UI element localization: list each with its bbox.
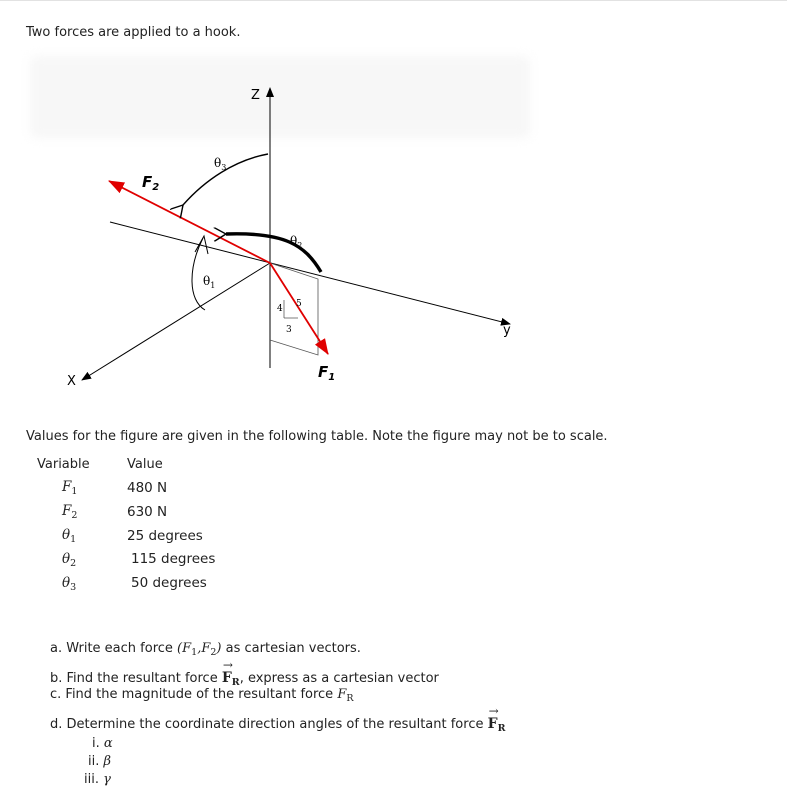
f2-vector [109,181,270,263]
z-axis-label: Z [251,88,260,103]
question-d: d. Determine the coordinate direction angles of the resultant force → $F_R$ [50,704,506,734]
table-row-value: 50 degrees [131,575,207,591]
table-row-value: 630 N [127,504,168,520]
theta1-label: $\theta_1$ [203,274,216,290]
y-axis-label: y [503,323,511,338]
question-d-item: i. α [92,736,113,751]
table-note: Values for the figure are given in the following table. Note the figure may not be to scale. [26,429,608,444]
question-c: c. Find the magnitude of the resultant force $F_R$ [50,687,354,704]
table-header-variable: Variable [37,457,90,472]
triangle-side-4: 4 [277,304,283,314]
theta3-arc [183,154,268,205]
table-row-value: 115 degrees [131,551,216,567]
table-header-value: Value [127,457,163,472]
question-b: b. Find the resultant force → $F_R$, express as a cartesian vector [50,658,439,688]
x-axis-label: X [67,374,76,389]
x-axis-line [82,263,270,380]
hook-force-figure [0,70,787,400]
table-row-variable: $\theta_2$ [62,551,77,569]
table-row-variable: $F_2$ [62,503,78,521]
f2-label: $F_2$ [142,173,160,193]
table-row-value: 480 N [127,480,168,496]
theta3-label: $\theta_3$ [214,156,227,172]
question-d-item: ii. β [88,754,112,769]
table-row-variable: $\theta_3$ [62,575,77,593]
f1-label: $F_1$ [318,363,336,383]
question-d-item: iii. γ [84,772,111,787]
triangle-side-5: 5 [296,299,302,309]
theta2-arc [226,234,321,272]
theta2-label: $\theta_2$ [290,234,303,250]
y-axis-line [110,222,510,324]
intro-text: Two forces are applied to a hook. [26,25,241,40]
question-a: a. Write each force $(F_1,F_2)$ as cartesian vectors. [50,641,361,658]
table-row-variable: $\theta_1$ [62,527,77,545]
table-row-value: 25 degrees [127,528,203,544]
table-row-variable: $F_1$ [62,479,78,497]
top-divider [0,0,787,1]
triangle-side-3: 3 [286,325,292,335]
